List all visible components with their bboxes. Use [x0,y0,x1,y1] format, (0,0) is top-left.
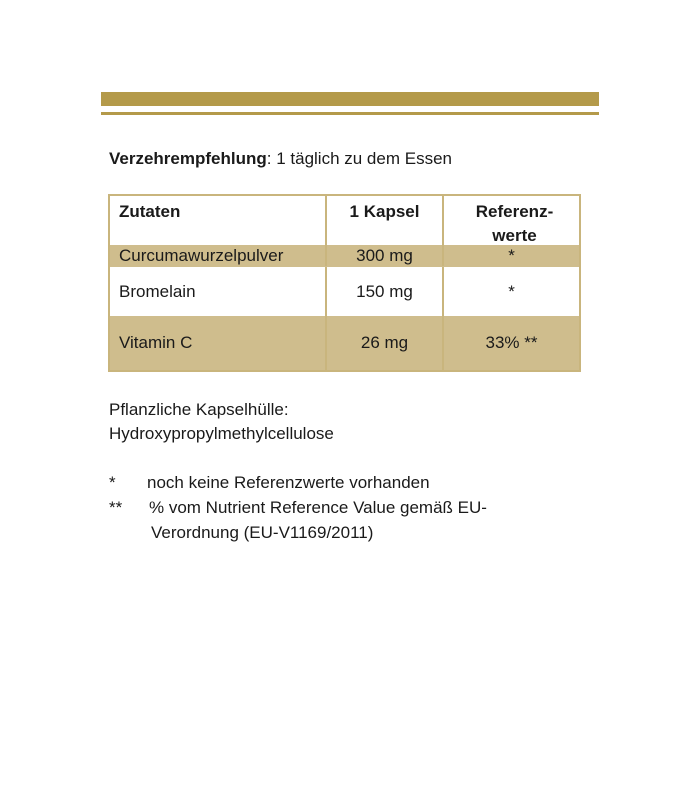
dosage-recommendation [109,149,452,169]
header-reference-line1: Referenz- [475,202,554,221]
ingredients-table [108,194,581,372]
ingredient-amount: 150 mg [325,267,442,316]
capsule-shell-info [109,398,334,446]
table-row [110,245,579,266]
footnote [109,470,589,495]
ingredient-amount: 300 mg [325,245,442,266]
footnote-continuation: Verordnung (EU-V1169/2011) [151,523,374,542]
ingredient-reference: * [442,245,579,266]
ingredient-amount: 26 mg [325,316,442,370]
dosage-label: Verzehrempfehlung [109,149,267,168]
header-gold-bar [101,92,599,106]
ingredient-name: Curcumawurzelpulver [119,246,284,265]
ingredient-name: Bromelain [119,282,196,301]
ingredient-reference: * [442,267,579,316]
header-ingredients: Zutaten [119,202,181,221]
ingredient-name: Vitamin C [119,333,193,352]
ingredient-reference: 33% ** [442,316,579,370]
footnote-text: noch keine Referenzwerte vorhanden [147,473,430,492]
table-row [110,316,579,370]
footnotes [109,470,589,545]
header-per-capsule: 1 Kapsel [325,196,442,245]
capsule-shell-material: Hydroxypropylmethylcellulose [109,424,334,443]
header-reference-line2: werte [492,226,537,245]
header-reference-values [442,196,579,245]
dosage-text: : 1 täglich zu dem Essen [266,149,452,168]
footnote-text: % vom Nutrient Reference Value gemäß EU- [149,498,487,517]
footnote-mark: * [109,473,116,492]
table-row [110,266,579,316]
footnote [109,495,589,520]
table-header-row [110,196,579,245]
footnote-mark: ** [109,498,123,517]
header-gold-line [101,112,599,115]
capsule-shell-label: Pflanzliche Kapselhülle: [109,400,289,419]
